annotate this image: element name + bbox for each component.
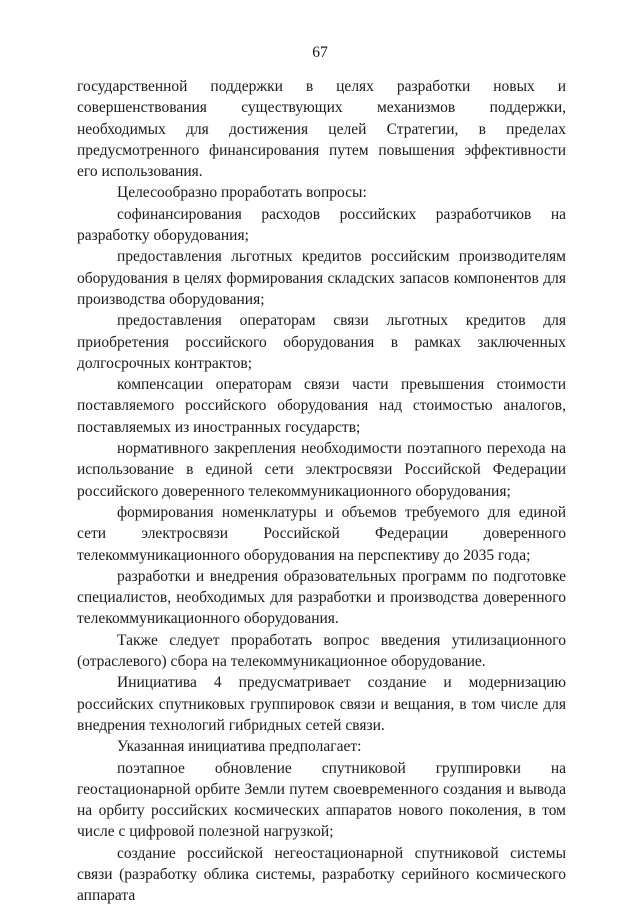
paragraph-recycling-fee: Также следует проработать вопрос введения утилизационного (отраслевого) сбора на телекоммуникационное оборудование. [77,631,566,671]
paragraph-initiative-4: Инициатива 4 предусматривает создание и модернизацию российских спутниковых группировок связи и вещания, в том числе для внедрения технологий гибридных сетей связи. [77,674,566,734]
paragraph-geostationary-renewal: поэтапное обновление спутниковой группировки на геостационарной орбите Земли путем своевременного создания и вывода на орбиту российских космических аппаратов нового поколения, в том числе с цифровой полезной нагрузкой; [77,759,566,841]
paragraph-cofinancing: софинансирования расходов российских разработчиков на разработку оборудования; [77,205,566,245]
paragraph-questions-intro: Целесообразно проработать вопросы: [117,184,367,202]
paragraph-preferential-loans-operators: предоставления операторам связи льготных кредитов для приобретения российского оборудования в рамках заключенных долгосрочных контрактов; [77,312,566,372]
paragraph-cost-compensation: компенсации операторам связи части превышения стоимости поставляемого российского оборудования над стоимостью аналогов, поставляемых из иностранных государств; [77,376,566,436]
paragraph-preferential-loans-manufacturers: предоставления льготных кредитов российским производителям оборудования в целях формирования складских запасов компонентов для производства оборудования; [77,248,566,308]
paragraph-support-mechanisms: государственной поддержки в целях разработки новых и совершенствования существующих механизмов поддержки, необходимых для достижения целей Стратегии, в пределах предусмотренного финансирования путем повышения эффективности его использования. [77,78,566,181]
paragraph-non-geostationary-system: создание российской негеостационарной спутниковой системы связи (разработку облика системы, разработку серийного космического аппарата [77,844,566,905]
page-number: 67 [312,44,328,61]
paragraph-initiative-implies: Указанная инициатива предполагает: [117,738,362,756]
document-body [77,76,566,907]
paragraph-education-programs: разработки и внедрения образовательных программ по подготовке специалистов, необходимых для разработки и производства доверенного телекоммуникационного оборудования. [77,567,566,628]
paragraph-nomenclature-2035: формирования номенклатуры и объемов требуемого для единой сети электросвязи Российской Федерации доверенного телекоммуникационного оборудования на перспективу до 2035 года; [77,503,566,564]
paragraph-normative-transition: нормативного закрепления необходимости поэтапного перехода на использование в единой сети электросвязи Российской Федерации российского доверенного телекоммуникационного оборудования; [77,440,566,500]
